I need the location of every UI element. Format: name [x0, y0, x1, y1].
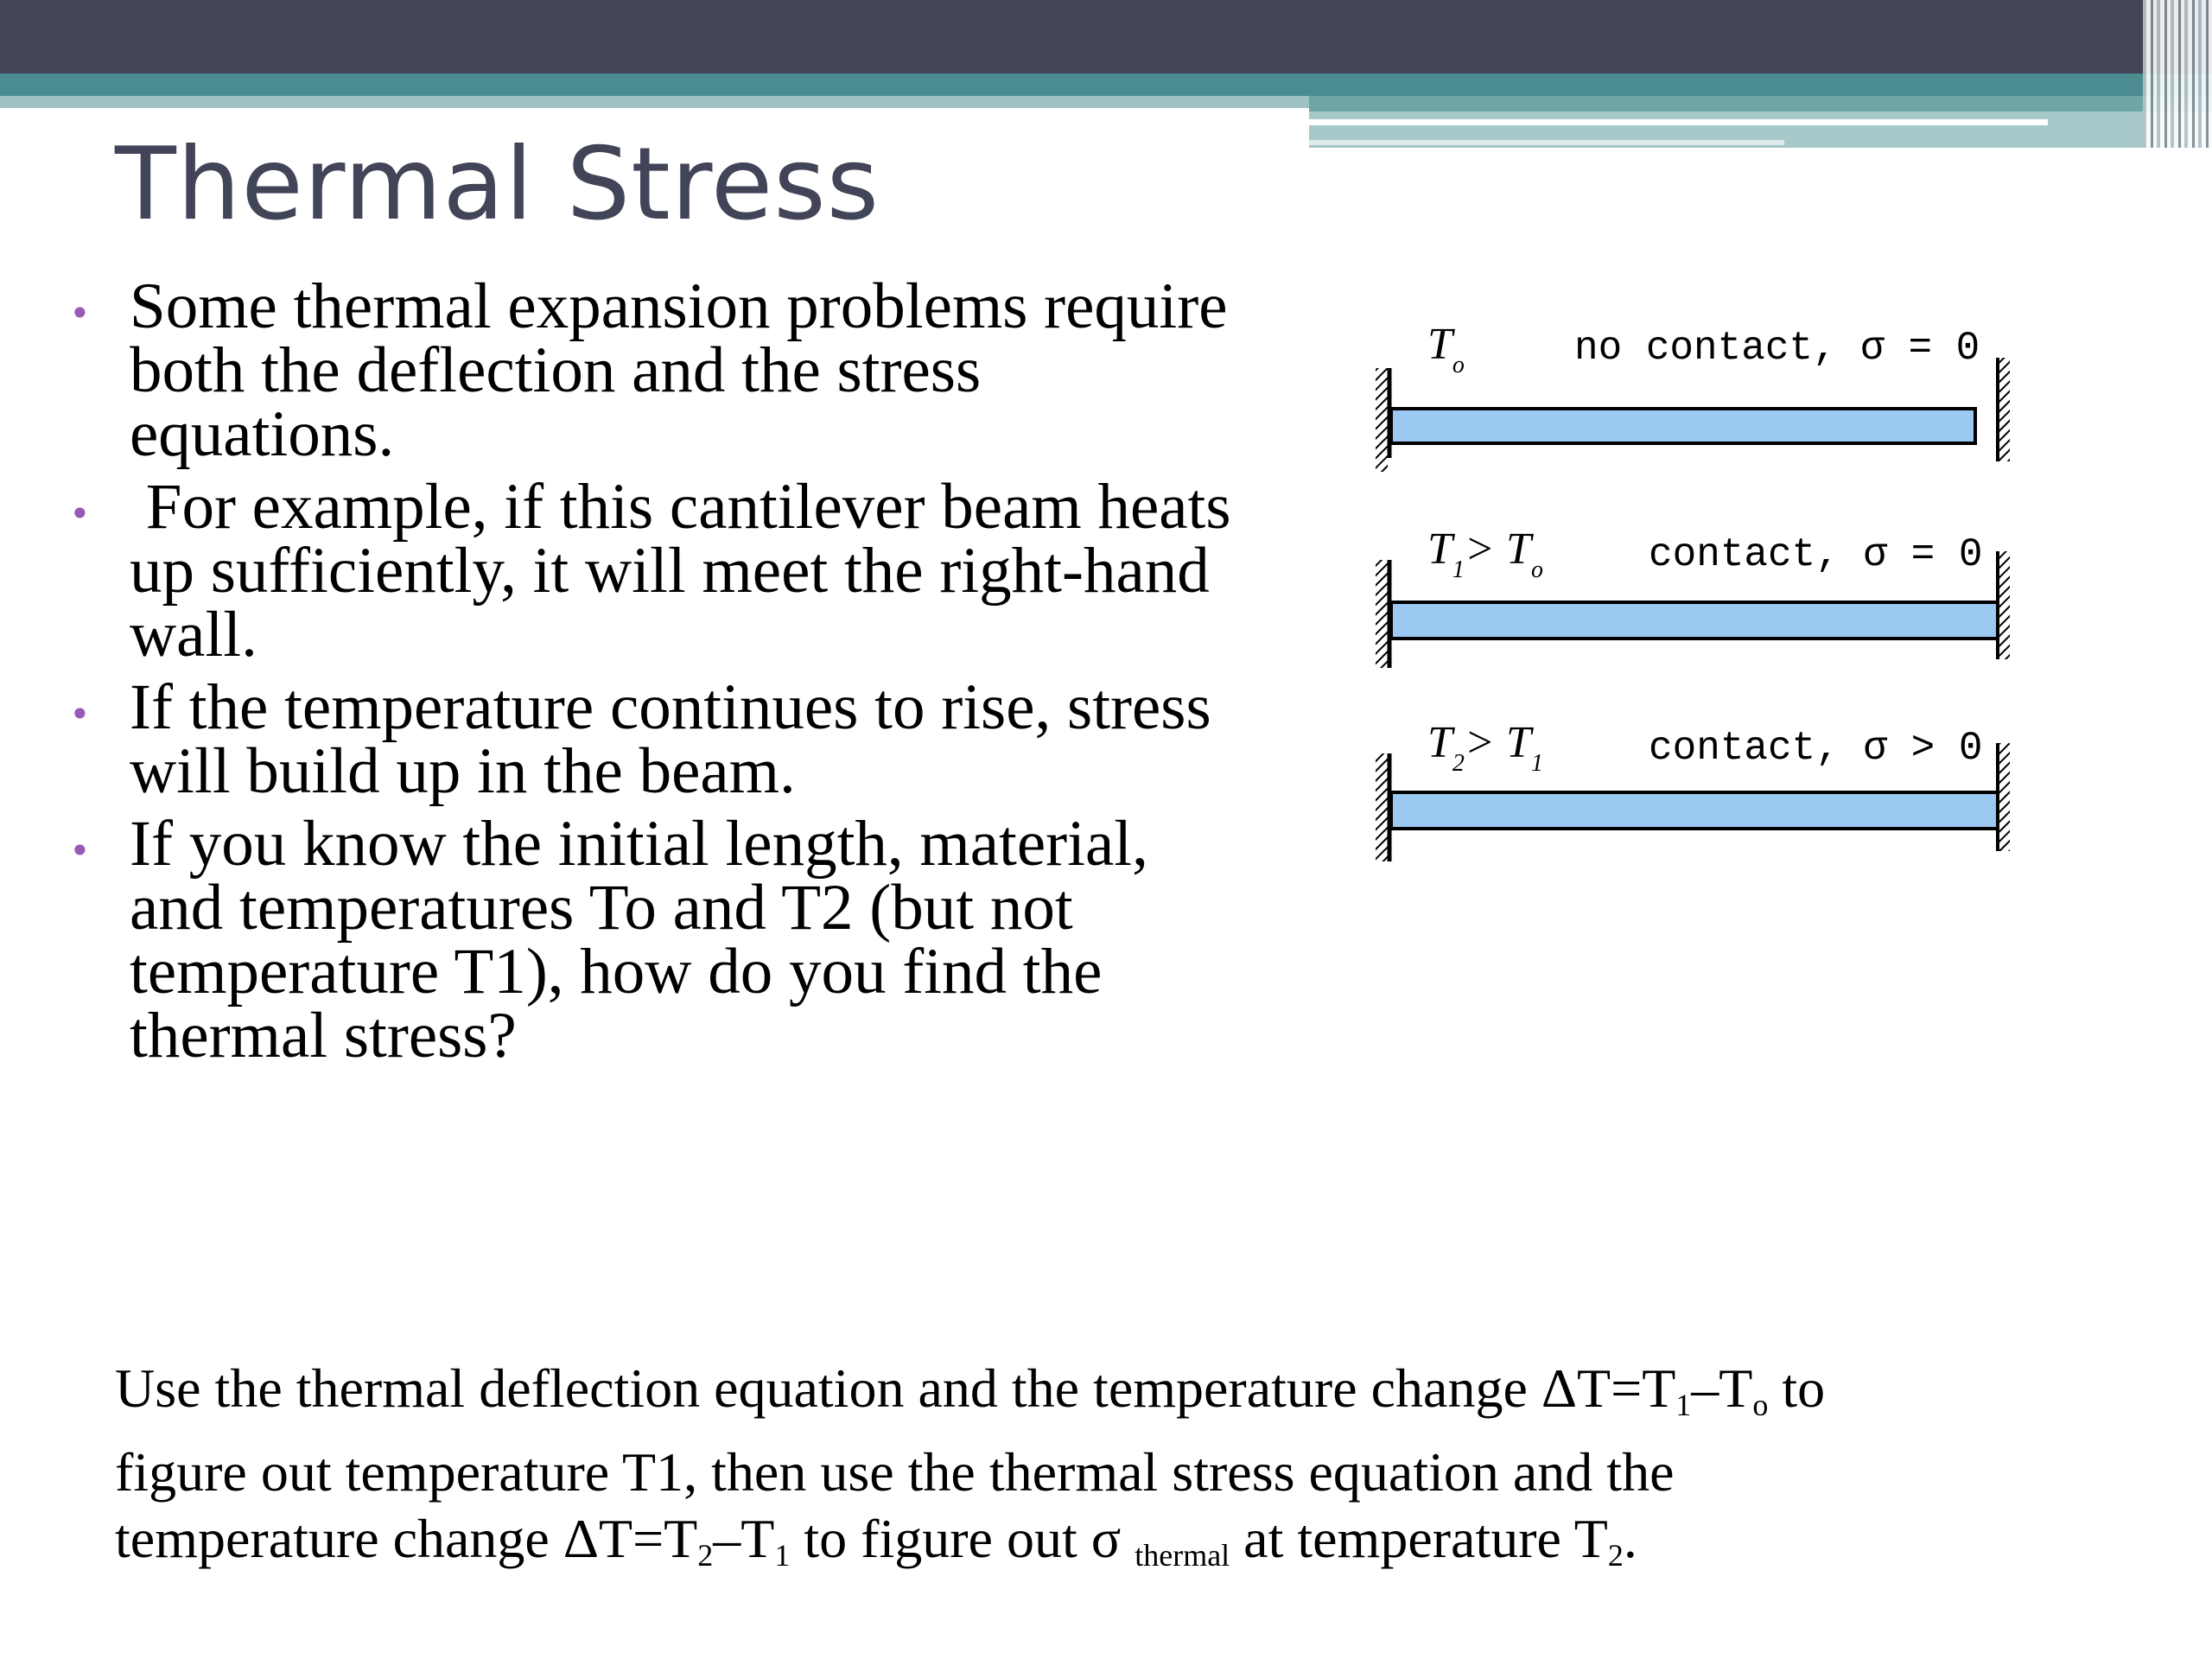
bullet-item — [60, 808, 1253, 1071]
bullet-item — [60, 671, 1253, 807]
bullet-text: If you know the initial length, material, and temperatures To and T2 (but not temperature T1), how do you find the thermal stress? — [130, 808, 1148, 1071]
bullet-text: If the temperature continues to rise, stress will build up in the beam. — [130, 671, 1211, 807]
answer-line-2: figure out temperature T1, then use the thermal stress equation and the — [115, 1441, 1675, 1503]
diagram-row-stress — [1376, 718, 2010, 861]
bullet-item — [60, 471, 1253, 671]
header-divider-line — [1309, 119, 2048, 125]
left-wall — [1376, 368, 1388, 472]
left-wall — [1376, 753, 1388, 861]
contact-caption: no contact, σ = 0 — [1574, 326, 1980, 371]
temp-label: $T_1> T_o$ — [1427, 524, 1543, 583]
diagram-row-no-contact — [1376, 320, 2010, 472]
beam — [1391, 409, 1975, 443]
header-divider-line-lower — [1309, 140, 1784, 145]
bullet-icon: • — [69, 493, 91, 535]
answer-text — [115, 1355, 2102, 1589]
temp-label: $T_o$ — [1427, 320, 1465, 378]
bullet-icon: • — [69, 693, 91, 735]
diagram-row-contact — [1376, 524, 2010, 668]
bullet-item — [60, 270, 1253, 470]
bullet-icon: • — [69, 292, 91, 334]
bullet-text: For example, if this cantilever beam heats up sufficiently, it will meet the right-hand wall. — [130, 471, 1248, 671]
header-accent-bar — [0, 73, 2212, 96]
answer-line-1: Use the thermal deflection equation and the temperature change $\Delta T=T_1-T_o$ to — [115, 1357, 1826, 1422]
cantilever-beam-diagram — [1357, 320, 2048, 890]
header-accent-bar-right — [1309, 96, 2212, 111]
header-light-bar — [0, 96, 1309, 108]
right-wall — [1998, 743, 2010, 851]
slide-title: Thermal Stress — [115, 126, 880, 243]
bullet-icon: • — [69, 830, 91, 872]
contact-caption: contact, σ > 0 — [1649, 726, 1983, 771]
temp-label: $T_2> T_1$ — [1427, 718, 1543, 777]
right-wall — [1998, 551, 2010, 659]
right-wall — [1998, 358, 2010, 461]
bullet-list — [60, 270, 1253, 1077]
answer-line-3: temperature change $\Delta T=T_2-T_1$ to figure out σ $_{thermal}$ at temperature $T_2$. — [115, 1508, 1637, 1573]
header-bar — [0, 0, 2212, 73]
beam — [1391, 602, 1998, 639]
header-stripes — [2143, 0, 2212, 148]
left-wall — [1376, 560, 1388, 668]
beam — [1391, 792, 1998, 829]
contact-caption: contact, σ = 0 — [1649, 532, 1983, 577]
bullet-text: Some thermal expansion problems require both the deflection and the stress equations. — [130, 270, 1228, 470]
